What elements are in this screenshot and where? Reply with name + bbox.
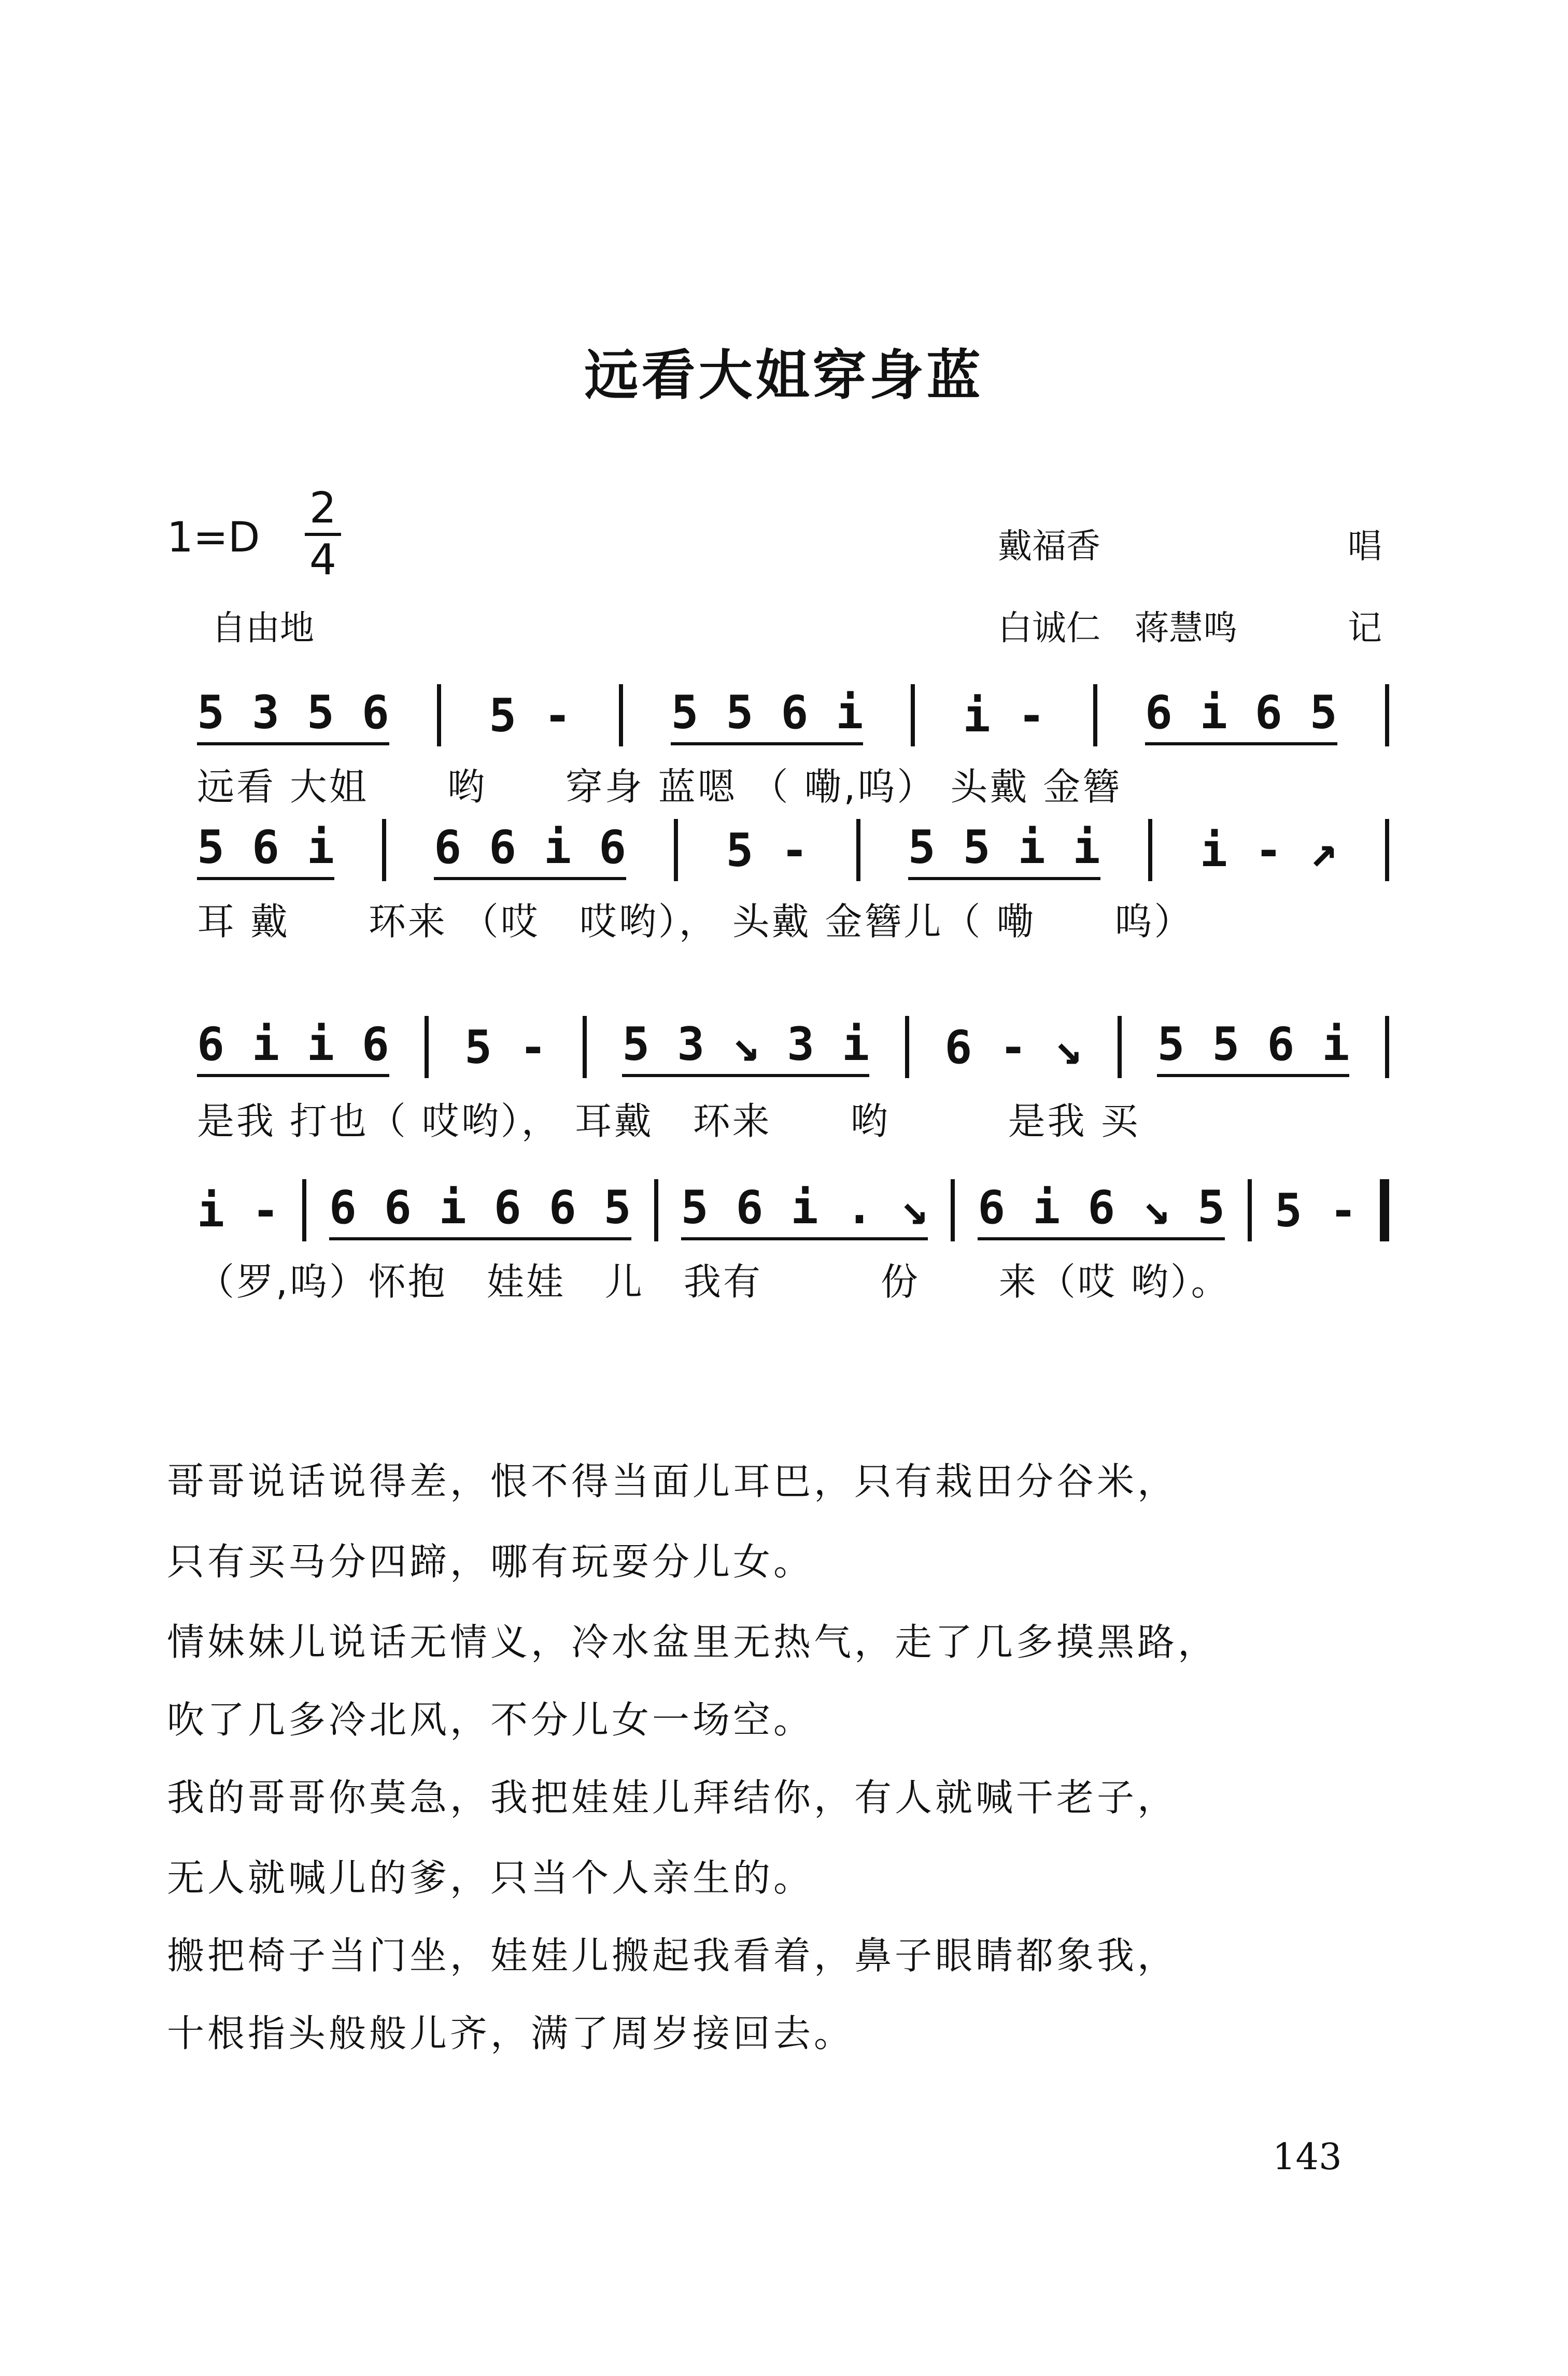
measure: 6 6 i 6 (434, 821, 626, 880)
measure: 6 i 6 ↘ 5 (978, 1181, 1225, 1240)
measure: 5 5 6 i (671, 686, 863, 745)
recorder-names: 白诚仁 蒋慧鸣 (998, 608, 1237, 648)
verse-line-8: 十根指头般般儿齐，满了周岁接回去。 (167, 2012, 855, 2055)
measure: 5 - (464, 1020, 547, 1074)
measure: 5 5 6 i (1157, 1017, 1349, 1077)
barline (583, 1016, 587, 1078)
barline (1148, 819, 1152, 881)
song-title: 远看大姐穿身蓝 (584, 344, 984, 407)
verse-line-4: 吹了几多冷北风，不分儿女一场空。 (167, 1698, 814, 1742)
score-line-2 (197, 819, 1389, 881)
measure: i - (197, 1183, 279, 1237)
measure: 6 i 6 5 (1145, 686, 1337, 745)
measure: 5 - (489, 688, 572, 742)
time-signature-bottom: 4 (309, 535, 337, 585)
score-line-3 (197, 1016, 1389, 1078)
barline (437, 684, 441, 746)
measure: i - (963, 688, 1046, 742)
verse-line-6: 无人就喊儿的爹，只当个人亲生的。 (167, 1856, 814, 1900)
barline (1118, 1016, 1122, 1078)
measure: 6 - ↘ (944, 1020, 1082, 1074)
time-signature (305, 484, 341, 585)
measure: 6 6 i 6 6 5 (329, 1181, 631, 1240)
barline (1385, 1016, 1389, 1078)
singer-role: 唱 (1348, 526, 1382, 566)
measure: 5 5 i i (908, 821, 1100, 880)
barline (302, 1179, 306, 1241)
measure: i - ↗ (1199, 823, 1337, 877)
measure: 5 - (726, 823, 809, 877)
barline (654, 1179, 658, 1241)
measure: 6 i i 6 (197, 1017, 389, 1077)
verse-line-5: 我的哥哥你莫急，我把娃娃儿拜结你，有人就喊干老子， (167, 1776, 1178, 1819)
tempo-marking: 自由地 (211, 608, 314, 648)
time-signature-top: 2 (309, 484, 337, 533)
barline (1248, 1179, 1252, 1241)
measure: 5 6 i . ↘ (681, 1181, 928, 1240)
barline (1093, 684, 1097, 746)
barline (674, 819, 678, 881)
singer-name: 戴福香 (998, 526, 1100, 566)
measure: 5 - (1275, 1183, 1357, 1237)
lyric-line-4: （罗,呜）怀抱 娃娃 儿 我有 份 来（哎 哟）。 (197, 1260, 1231, 1304)
lyric-line-3: 是我 打也（ 哎哟）， 耳戴 环来 哟 是我 买 (197, 1099, 1140, 1143)
score-line-4 (197, 1179, 1389, 1241)
barline (1385, 819, 1389, 881)
verse-line-7: 搬把椅子当门坐，娃娃儿搬起我看着，鼻子眼睛都象我， (167, 1934, 1178, 1977)
barline (382, 819, 386, 881)
page-number: 143 (1273, 2135, 1342, 2178)
final-barline (1380, 1179, 1389, 1241)
measure: 5 3 5 6 (197, 686, 389, 745)
barline (619, 684, 623, 746)
barline (425, 1016, 429, 1078)
measure: 5 3 ↘ 3 i (622, 1017, 869, 1077)
lyric-line-1: 远看 大姐 哟 穿身 蓝嗯 （ 嘞,呜） 头戴 金簪 (197, 765, 1122, 809)
score-line-1 (197, 684, 1389, 746)
barline (1385, 684, 1389, 746)
key-signature: 1=D (167, 513, 260, 561)
measure: 5 6 i (197, 821, 334, 880)
barline (905, 1016, 909, 1078)
barline (951, 1179, 955, 1241)
barline (911, 684, 915, 746)
verse-line-2: 只有买马分四蹄，哪有玩耍分儿女。 (167, 1540, 814, 1583)
lyric-line-2: 耳 戴 环来 （哎 哎哟）， 头戴 金簪儿（ 嘞 呜） (197, 900, 1194, 943)
verse-line-1: 哥哥说话说得差，恨不得当面儿耳巴，只有栽田分谷米， (167, 1460, 1178, 1503)
barline (856, 819, 860, 881)
recorder-role: 记 (1348, 608, 1382, 648)
verse-line-3: 情妹妹儿说话无情义，冷水盆里无热气，走了几多摸黑路， (167, 1620, 1219, 1664)
